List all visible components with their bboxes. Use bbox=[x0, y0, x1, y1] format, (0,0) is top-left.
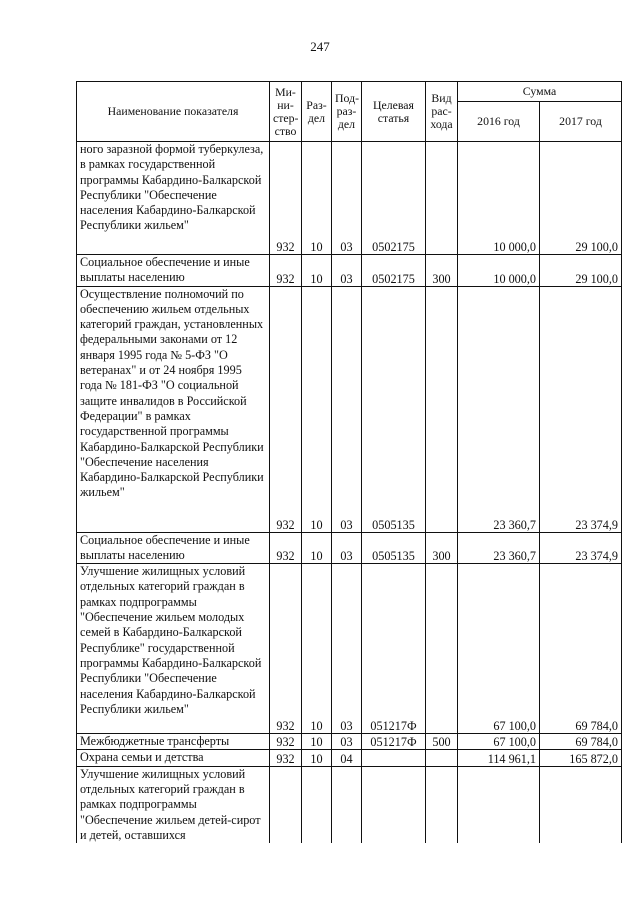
table-row bbox=[77, 564, 622, 734]
table-row bbox=[77, 286, 622, 532]
header-sum: Сумма bbox=[458, 82, 622, 102]
header-ministry: Ми- ни- стер- ство bbox=[270, 82, 302, 142]
row-2016: 114 961,1 bbox=[458, 750, 540, 766]
row-target: 0505135 bbox=[362, 286, 426, 532]
row-ministry: 932 bbox=[270, 750, 302, 766]
table-row bbox=[77, 142, 622, 255]
row-section: 10 bbox=[302, 564, 332, 734]
row-name: Межбюджетные трансферты bbox=[77, 734, 270, 750]
row-target: 0502175 bbox=[362, 142, 426, 255]
row-2016: 67 100,0 bbox=[458, 734, 540, 750]
row-subsection: 03 bbox=[332, 734, 362, 750]
row-section: 10 bbox=[302, 286, 332, 532]
row-type: 500 bbox=[426, 734, 458, 750]
row-name: Социальное обеспечение и иные выплаты населению bbox=[77, 532, 270, 564]
row-name: Улучшение жилищных условий отдельных категорий граждан в рамках подпрограммы "Обеспечение жильем молодых семей в Кабардино-Балкарской Республике" государственной программы Кабардино-Балкарской Республики "Обеспечение населения Кабардино-Балкарской Республики жильем" bbox=[77, 564, 270, 734]
row-subsection: 03 bbox=[332, 142, 362, 255]
row-section: 10 bbox=[302, 142, 332, 255]
row-2017: 29 100,0 bbox=[540, 255, 622, 287]
row-2017: 69 784,0 bbox=[540, 734, 622, 750]
row-ministry: 932 bbox=[270, 255, 302, 287]
table-row bbox=[77, 750, 622, 766]
row-type bbox=[426, 750, 458, 766]
page-number: 247 bbox=[310, 39, 330, 54]
row-subsection: 03 bbox=[332, 286, 362, 532]
header-target: Целевая статья bbox=[362, 82, 426, 142]
row-name: Социальное обеспечение и иные выплаты населению bbox=[77, 255, 270, 287]
header-year-2017: 2017 год bbox=[540, 102, 622, 142]
row-2016: 10 000,0 bbox=[458, 142, 540, 255]
row-name: Осуществление полномочий по обеспечению жильем отдельных категорий граждан, установленных федеральными законами от 12 января 1995 года № 5-ФЗ "О ветеранах" и от 24 ноября 1995 года № 181-ФЗ "О социальной защите инвалидов в Российской Федерации" в рамках государственной программы Кабардино-Балкарской Республики "Обеспечение населения Кабардино-Балкарской Республики жильем" bbox=[77, 286, 270, 532]
row-2016: 10 000,0 bbox=[458, 255, 540, 287]
row-ministry: 932 bbox=[270, 286, 302, 532]
header-name: Наименование показателя bbox=[77, 82, 270, 142]
row-2016 bbox=[458, 766, 540, 843]
row-section: 10 bbox=[302, 750, 332, 766]
row-2017: 23 374,9 bbox=[540, 286, 622, 532]
row-subsection: 03 bbox=[332, 532, 362, 564]
row-2017: 23 374,9 bbox=[540, 532, 622, 564]
row-subsection: 03 bbox=[332, 564, 362, 734]
row-type: 300 bbox=[426, 255, 458, 287]
row-ministry: 932 bbox=[270, 142, 302, 255]
row-subsection: 03 bbox=[332, 255, 362, 287]
row-2016: 23 360,7 bbox=[458, 532, 540, 564]
row-2016: 23 360,7 bbox=[458, 286, 540, 532]
table-row bbox=[77, 532, 622, 564]
table-row bbox=[77, 255, 622, 287]
row-target: 051217Ф bbox=[362, 734, 426, 750]
budget-table bbox=[76, 81, 622, 843]
row-target bbox=[362, 750, 426, 766]
row-2017: 165 872,0 bbox=[540, 750, 622, 766]
row-2017: 29 100,0 bbox=[540, 142, 622, 255]
row-type bbox=[426, 564, 458, 734]
table-row bbox=[77, 734, 622, 750]
row-2016: 67 100,0 bbox=[458, 564, 540, 734]
row-target: 0502175 bbox=[362, 255, 426, 287]
row-type: 300 bbox=[426, 532, 458, 564]
row-type bbox=[426, 766, 458, 843]
row-name: ного заразной формой туберкулеза, в рамках государственной программы Кабардино-Балкарской Республики "Обеспечение населения Кабардино-Балкарской Республики жильем" bbox=[77, 142, 270, 255]
row-2017 bbox=[540, 766, 622, 843]
row-2017: 69 784,0 bbox=[540, 564, 622, 734]
row-section bbox=[302, 766, 332, 843]
row-ministry: 932 bbox=[270, 734, 302, 750]
row-section: 10 bbox=[302, 734, 332, 750]
row-ministry: 932 bbox=[270, 532, 302, 564]
row-section: 10 bbox=[302, 255, 332, 287]
row-subsection: 04 bbox=[332, 750, 362, 766]
row-name: Охрана семьи и детства bbox=[77, 750, 270, 766]
row-section: 10 bbox=[302, 532, 332, 564]
row-type bbox=[426, 142, 458, 255]
table-row bbox=[77, 766, 622, 843]
header-expense-type: Вид рас- хода bbox=[426, 82, 458, 142]
row-type bbox=[426, 286, 458, 532]
row-ministry bbox=[270, 766, 302, 843]
row-name: Улучшение жилищных условий отдельных категорий граждан в рамках подпрограммы "Обеспечение жильем детей-сирот и детей, оставшихся bbox=[77, 766, 270, 843]
header-subsection: Под- раз- дел bbox=[332, 82, 362, 142]
row-target: 0505135 bbox=[362, 532, 426, 564]
header-section: Раз- дел bbox=[302, 82, 332, 142]
row-target bbox=[362, 766, 426, 843]
row-target: 051217Ф bbox=[362, 564, 426, 734]
header-year-2016: 2016 год bbox=[458, 102, 540, 142]
row-ministry: 932 bbox=[270, 564, 302, 734]
row-subsection bbox=[332, 766, 362, 843]
